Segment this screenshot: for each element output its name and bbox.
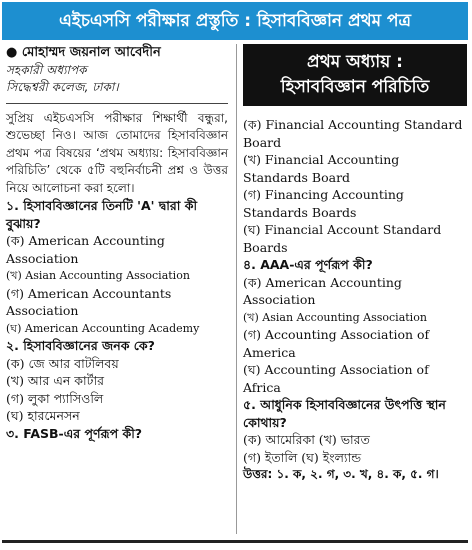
- column-divider: [236, 44, 237, 534]
- question-4: ৪. AAA-এর পূর্ণরূপ কী?: [243, 257, 373, 272]
- question-3-option: (খ) Financial Accounting Standards Board: [243, 152, 400, 185]
- question-3-option: (গ) Financing Accounting Standards Boards: [243, 187, 404, 220]
- chapter-heading-line1: প্রথম অধ্যায় :: [307, 52, 403, 72]
- author-name: ● মোহাম্মদ জয়নাল আবেদীন: [6, 45, 161, 60]
- answer-key: উত্তর: ১. ক, ২. গ, ৩. খ, ৪. ক, ৫. গ।: [243, 467, 439, 481]
- question-4-option: (গ) Accounting Association of America: [243, 327, 430, 360]
- question-1-option: (ঘ) American Accounting Academy: [6, 321, 200, 335]
- question-2-option: (ক) জে আর বাটলিবয়: [6, 355, 119, 371]
- question-4-option: (খ) Asian Accounting Association: [243, 310, 427, 324]
- chapter-heading: [243, 44, 467, 106]
- page-banner: এইচএসসি পরীক্ষার প্রস্তুতি : হিসাববিজ্ঞান প্রথম পত্র: [2, 2, 468, 40]
- bottom-rule: [2, 540, 468, 543]
- question-4-option: (ঘ) Accounting Association of Africa: [243, 362, 429, 395]
- question-1-option: (খ) Asian Accounting Association: [6, 269, 190, 282]
- chapter-heading-line2: হিসাববিজ্ঞান পরিচিতি: [280, 77, 430, 97]
- question-2-option: (গ) লুকা প্যাসিওলি: [6, 390, 104, 406]
- question-1-option: (গ) American Accountants Association: [6, 285, 172, 318]
- author-designation: সহকারী অধ্যাপক: [6, 62, 87, 77]
- divider: [6, 103, 228, 104]
- question-5-option: (ক) আমেরিকা (খ) ভারত: [243, 432, 370, 447]
- question-1: ১. হিসাববিজ্ঞানের তিনটি 'A' দ্বারা কী বুঝায়?: [6, 198, 198, 231]
- question-4-option: (ক) American Accounting Association: [243, 274, 402, 307]
- question-1-option: (ক) American Accounting Association: [6, 233, 165, 266]
- question-5-option: (গ) ইতালি (ঘ) ইংল্যান্ড: [243, 449, 362, 465]
- question-2-option: (ঘ) হারমেনসন: [6, 408, 80, 423]
- question-2-option: (খ) আর এন কার্টার: [6, 373, 104, 388]
- question-3: ৩. FASB-এর পূর্ণরূপ কী?: [6, 425, 143, 441]
- intro-paragraph: সুপ্রিয় এইচএসসি পরীক্ষার শিক্ষার্থী বন্ধুরা, শুভেচ্ছা নিও। আজ তোমাদের হিসাববিজ্ঞান প্রথম পত্র বিষয়ের ‘প্রথম অধ্যায়: হিসাববিজ্ঞান পরিচিতি’ থেকে ৫টি বহুনির্বাচনী প্রশ্ন ও উত্তর নিয়ে আলোচনা করা হলো।: [6, 110, 228, 195]
- question-3-option: (ক) Financial Accounting Standard Board: [243, 117, 463, 150]
- question-3-option: (ঘ) Financial Account Standard Boards: [243, 222, 442, 255]
- right-column: [243, 44, 467, 484]
- question-5: ৫. আধুনিক হিসাববিজ্ঞানের উৎপত্তি স্থান কোথায়?: [243, 397, 446, 430]
- question-2: ২. হিসাববিজ্ঞানের জনক কে?: [6, 338, 155, 353]
- left-column: [6, 44, 228, 442]
- author-college: সিদ্ধেশ্বরী কলেজ, ঢাকা।: [6, 80, 119, 94]
